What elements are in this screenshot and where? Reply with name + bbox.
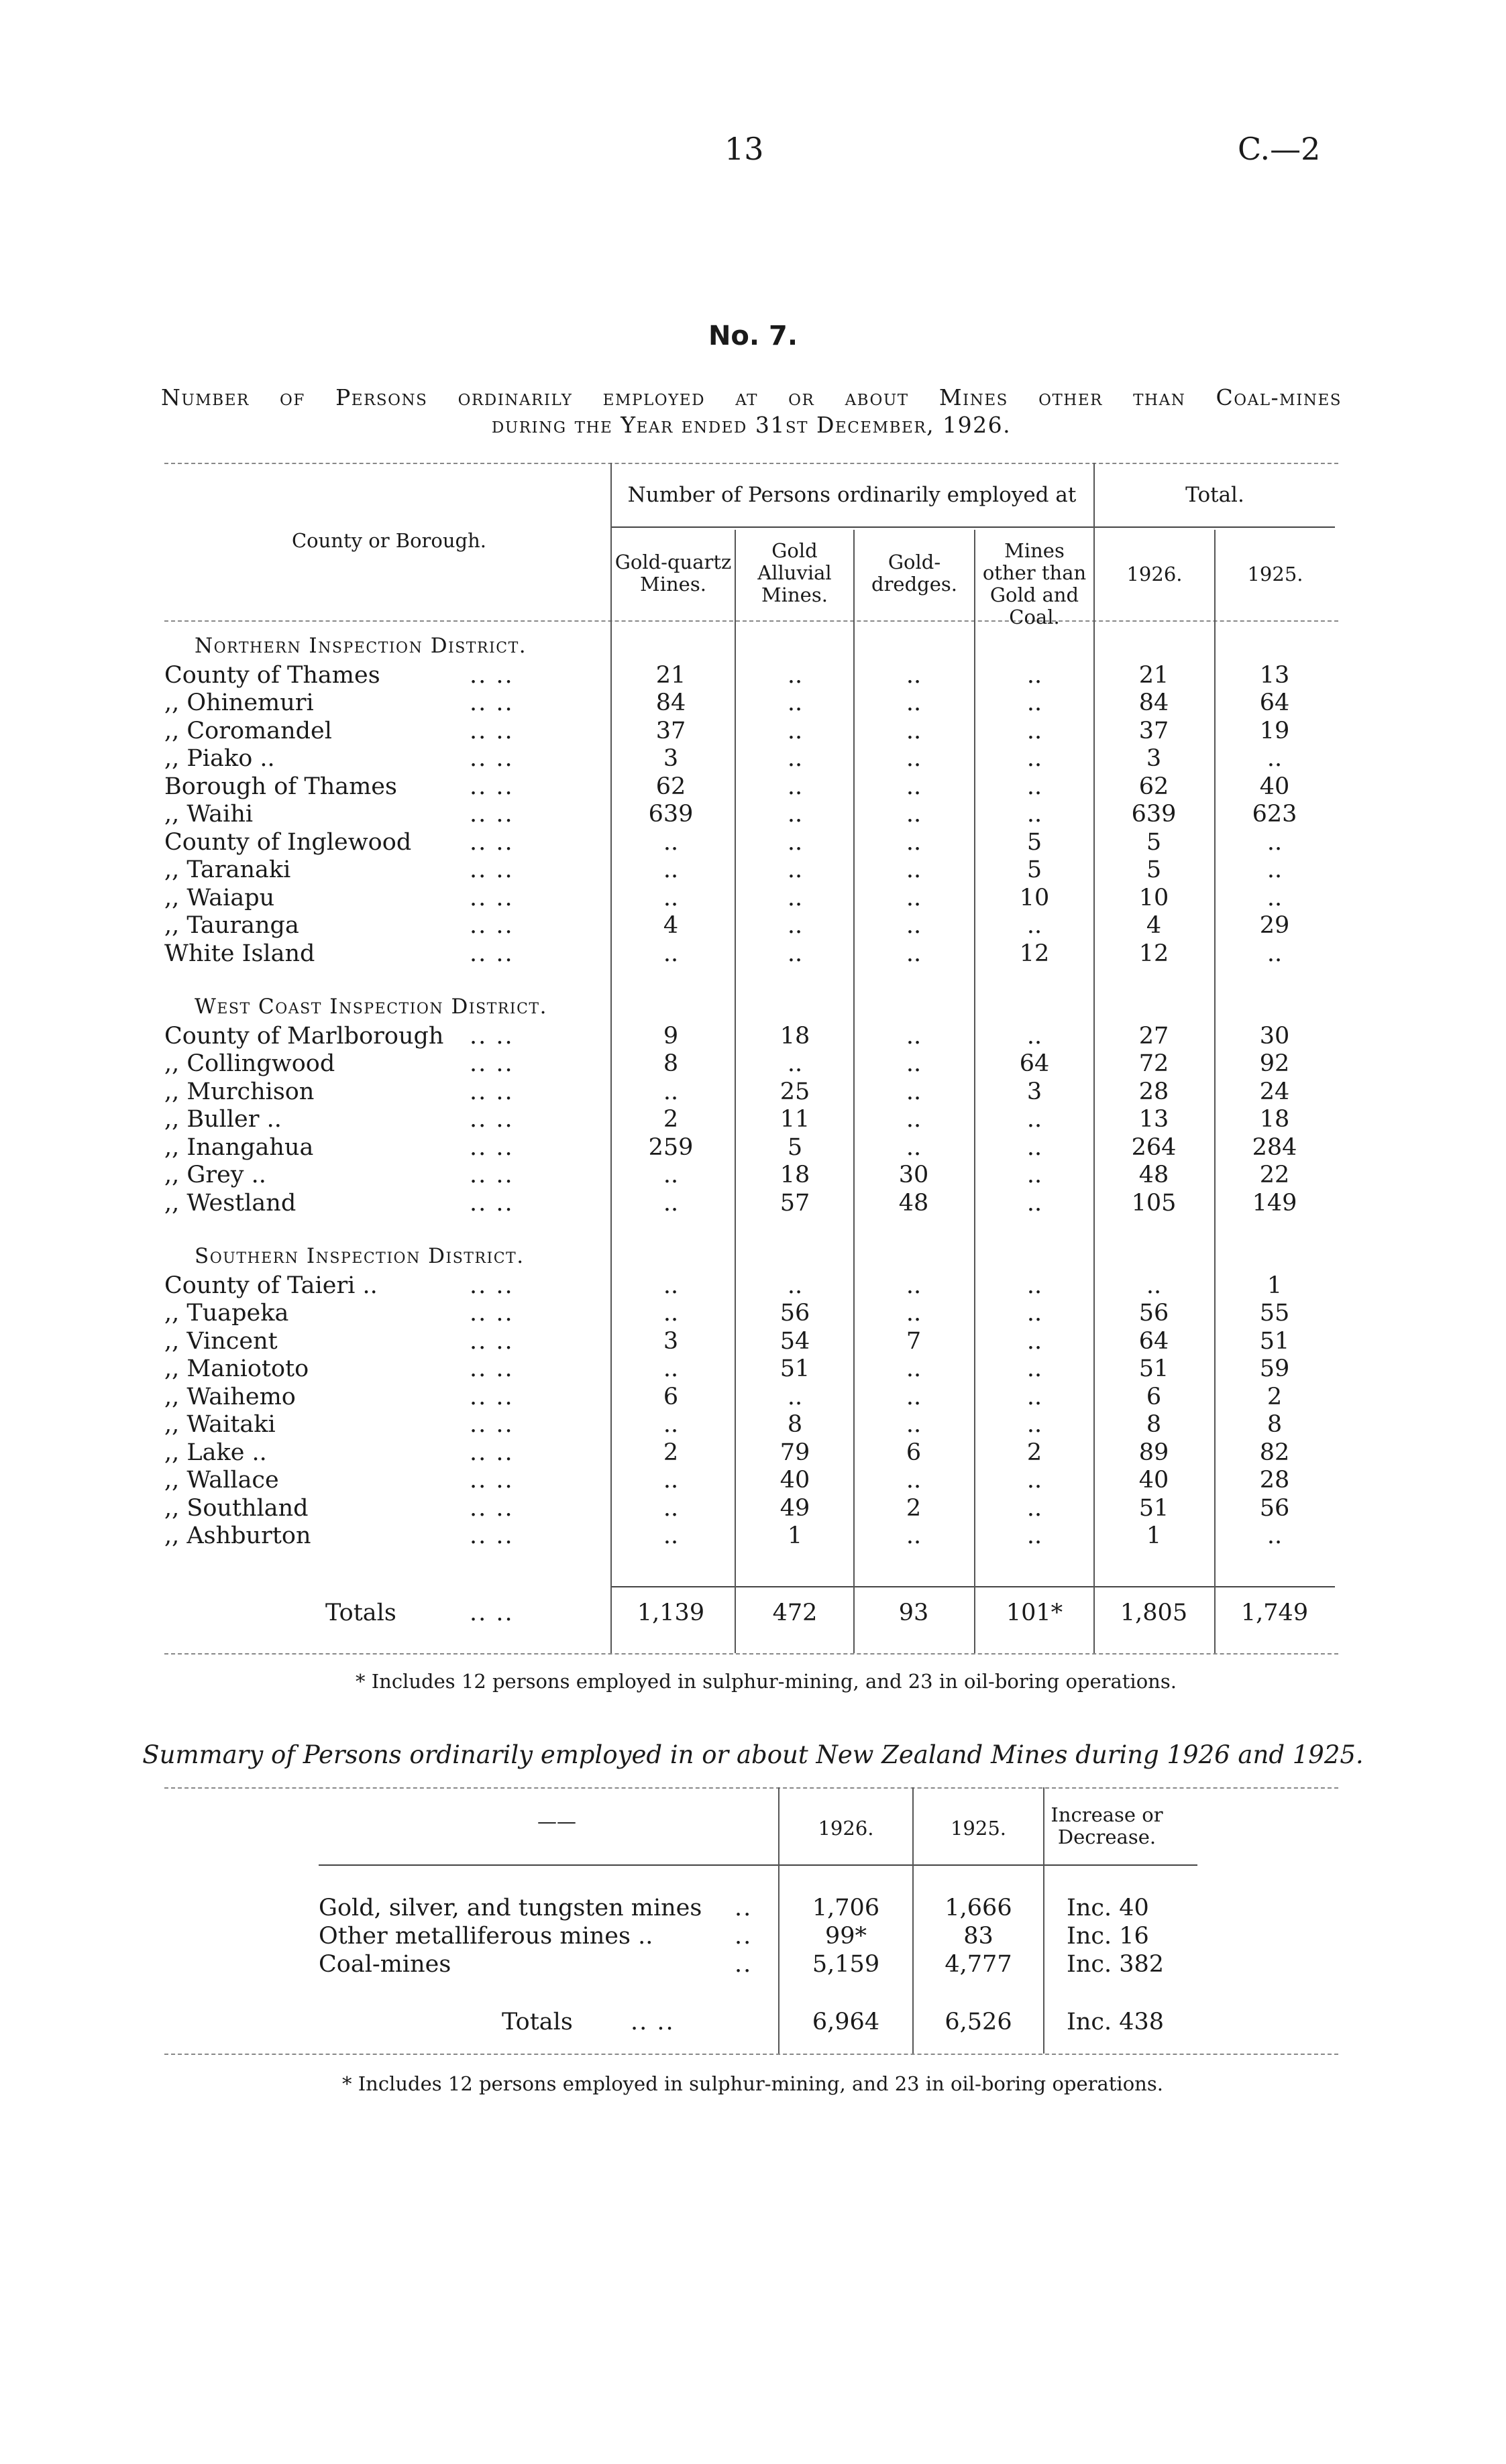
header-gold-quartz: Gold-quartz Mines.	[614, 551, 732, 596]
cell-t25: 19	[1259, 717, 1290, 744]
summary-col-rule-3	[1043, 1787, 1044, 2054]
cell-t25: ..	[1267, 1522, 1283, 1549]
cell-t25: 2	[1267, 1383, 1283, 1410]
cell-t25: 64	[1259, 689, 1290, 716]
cell-ga: ..	[787, 661, 803, 689]
cell-gd: ..	[906, 1078, 922, 1105]
cell-t25: 284	[1252, 1133, 1297, 1161]
summary-header-change: Increase or Decrease.	[1051, 1803, 1163, 1848]
cell-t25: 8	[1267, 1411, 1283, 1438]
cell-t26: 105	[1131, 1189, 1177, 1217]
totals-t26: 1,805	[1120, 1600, 1188, 1626]
cell-t25: 82	[1259, 1439, 1290, 1466]
cell-t26: 5	[1146, 828, 1162, 856]
summary-totals-change: Inc. 438	[1067, 2009, 1165, 2035]
cell-t26: 37	[1138, 717, 1169, 744]
row-label: ,, Coromandel	[164, 717, 332, 744]
cell-t25: ..	[1267, 745, 1283, 772]
cell-mo: ..	[1026, 1189, 1042, 1217]
cell-gd: ..	[906, 661, 922, 689]
summary-cell-change: Inc. 16	[1067, 1923, 1149, 1950]
leader-dots: .. ..	[470, 1106, 514, 1133]
leader-dots: .. ..	[470, 856, 514, 883]
cell-mo: ..	[1026, 801, 1042, 828]
section-heading: Southern Inspection District.	[195, 1244, 525, 1268]
header-gold-alluvial: Gold Alluvial Mines.	[757, 539, 832, 606]
cell-t25: ..	[1267, 856, 1283, 883]
cell-ga: 18	[779, 1162, 810, 1188]
cell-t26: 6	[1146, 1383, 1162, 1410]
cell-gq: ..	[663, 1272, 679, 1299]
cell-t25: 18	[1259, 1106, 1290, 1133]
section-heading: Northern Inspection District.	[195, 634, 527, 658]
group-header-rule	[610, 526, 1335, 528]
header-1926: 1926.	[1126, 563, 1183, 585]
totals-mo: 101*	[1006, 1600, 1063, 1626]
cell-mo: ..	[1026, 1300, 1042, 1327]
cell-gd: ..	[906, 912, 922, 939]
cell-gq: ..	[663, 1411, 679, 1438]
cell-gq: 8	[663, 1050, 679, 1077]
cell-t25: 29	[1259, 912, 1290, 939]
row-label: County of Inglewood	[164, 828, 412, 856]
cell-gd: ..	[906, 1133, 922, 1161]
section-heading: West Coast Inspection District.	[195, 995, 547, 1019]
leader-dots: .. ..	[470, 1162, 514, 1188]
cell-mo: ..	[1026, 1494, 1042, 1522]
cell-ga: ..	[787, 884, 803, 911]
leader-dots: .. ..	[470, 773, 514, 800]
cell-t26: 40	[1138, 1467, 1169, 1494]
row-label: White Island	[164, 940, 315, 967]
cell-t25: 40	[1259, 773, 1290, 800]
cell-gq: ..	[663, 1522, 679, 1549]
cell-gq: 62	[655, 773, 686, 800]
cell-ga: ..	[787, 1383, 803, 1410]
cell-mo: 5	[1026, 828, 1042, 856]
cell-t26: 72	[1138, 1050, 1169, 1077]
totals-gq: 1,139	[637, 1600, 705, 1626]
cell-mo: ..	[1026, 1133, 1042, 1161]
summary-footnote: * Includes 12 persons employed in sulphur-mining, and 23 in oil-boring operations.	[342, 2072, 1163, 2095]
cell-mo: ..	[1026, 1022, 1042, 1050]
cell-t25: 59	[1259, 1355, 1290, 1382]
row-label: ,, Tuapeka	[164, 1300, 289, 1327]
leader-dots: .. ..	[470, 745, 514, 772]
cell-t26: 84	[1138, 689, 1169, 716]
cell-t26: 8	[1146, 1411, 1162, 1438]
cell-t25: 56	[1259, 1494, 1290, 1522]
cell-mo: ..	[1026, 689, 1042, 716]
row-label: ,, Collingwood	[164, 1050, 335, 1077]
leader-dots: .. ..	[470, 801, 514, 828]
cell-ga: 5	[787, 1133, 803, 1161]
header-county: County or Borough.	[291, 529, 487, 552]
row-label: ,, Waihi	[164, 801, 254, 828]
cell-t25: 1	[1267, 1272, 1283, 1299]
cell-t25: ..	[1267, 940, 1283, 967]
leader-dots: .. ..	[470, 661, 514, 689]
row-label: ,, Lake ..	[164, 1439, 267, 1466]
row-label: ,, Buller ..	[164, 1106, 282, 1133]
cell-t26: 4	[1146, 912, 1162, 939]
summary-header-1925: 1925.	[950, 1817, 1007, 1840]
cell-gq: 3	[663, 745, 679, 772]
cell-ga: 57	[779, 1189, 810, 1217]
summary-cell-v26: 1,706	[812, 1895, 880, 1921]
cell-mo: ..	[1026, 912, 1042, 939]
cell-t26: 5	[1146, 856, 1162, 883]
cell-t26: 12	[1138, 940, 1169, 967]
cell-ga: ..	[787, 856, 803, 883]
cell-gd: ..	[906, 717, 922, 744]
cell-t26: 51	[1138, 1494, 1169, 1522]
cell-gd: 30	[898, 1162, 929, 1188]
cell-ga: ..	[787, 828, 803, 856]
leader-dots: .. ..	[470, 1189, 514, 1217]
cell-gq: 2	[663, 1106, 679, 1133]
row-label: ,, Vincent	[164, 1327, 278, 1355]
leader-dots: .. ..	[470, 940, 514, 967]
leader-dots: .. ..	[470, 1411, 514, 1438]
cell-t25: 149	[1252, 1189, 1297, 1217]
leader-dots: .. ..	[470, 912, 514, 939]
cell-mo: ..	[1026, 1106, 1042, 1133]
cell-gq: ..	[663, 1494, 679, 1522]
cell-t26: 21	[1138, 661, 1169, 689]
summary-cell-v26: 5,159	[812, 1951, 880, 1978]
cell-t25: 22	[1259, 1162, 1290, 1188]
summary-cell-change: Inc. 40	[1067, 1895, 1149, 1921]
leader-dots: .. ..	[470, 1494, 514, 1522]
summary-totals-v25: 6,526	[945, 2009, 1012, 2035]
totals-t25: 1,749	[1240, 1600, 1309, 1626]
cell-ga: ..	[787, 1050, 803, 1077]
cell-mo: 5	[1026, 856, 1042, 883]
totals-gd: 93	[898, 1600, 929, 1626]
page-number: 13	[724, 131, 764, 167]
cell-gd: ..	[906, 1022, 922, 1050]
row-label: ,, Wallace	[164, 1467, 279, 1494]
totals-label: Totals	[325, 1600, 396, 1626]
cell-ga: 8	[787, 1411, 803, 1438]
cell-mo: 10	[1019, 884, 1050, 911]
summary-cell-v25: 1,666	[945, 1895, 1012, 1921]
cell-t25: ..	[1267, 828, 1283, 856]
cell-gq: ..	[663, 1300, 679, 1327]
summary-top-rule	[164, 1787, 1338, 1789]
cell-t26: 3	[1146, 745, 1162, 772]
cell-t26: 28	[1138, 1078, 1169, 1105]
cell-gd: ..	[906, 1050, 922, 1077]
leader-dots: ..	[735, 1951, 753, 1978]
cell-mo: ..	[1026, 745, 1042, 772]
leader-dots: .. ..	[470, 1078, 514, 1105]
cell-ga: 18	[779, 1022, 810, 1050]
cell-gq: ..	[663, 828, 679, 856]
leader-dots: .. ..	[470, 884, 514, 911]
cell-gq: 6	[663, 1383, 679, 1410]
table-footnote: * Includes 12 persons employed in sulphur-mining, and 23 in oil-boring operations.	[356, 1670, 1177, 1693]
totals-ga: 472	[772, 1600, 818, 1626]
cell-t25: 13	[1259, 661, 1290, 689]
cell-gd: ..	[906, 940, 922, 967]
cell-gd: ..	[906, 745, 922, 772]
cell-t26: 10	[1138, 884, 1169, 911]
cell-gq: 37	[655, 717, 686, 744]
summary-header-dash: ——	[537, 1810, 576, 1833]
cell-ga: ..	[787, 801, 803, 828]
cell-gd: ..	[906, 1411, 922, 1438]
row-label: ,, Waitaki	[164, 1411, 276, 1438]
table-title-line1: Number of Persons ordinarily employed at or about Mines other than Coal-mines	[161, 384, 1342, 410]
summary-cell-v25: 4,777	[945, 1951, 1012, 1978]
cell-t26: ..	[1146, 1272, 1162, 1299]
leader-dots: .. ..	[470, 689, 514, 716]
leader-dots: .. ..	[470, 1272, 514, 1299]
row-label: County of Marlborough	[164, 1022, 444, 1050]
summary-header-1926: 1926.	[818, 1817, 874, 1840]
cell-gd: ..	[906, 773, 922, 800]
cell-gq: 21	[655, 661, 686, 689]
leader-dots: .. ..	[470, 1050, 514, 1077]
cell-t26: 1	[1146, 1522, 1162, 1549]
cell-ga: ..	[787, 773, 803, 800]
cell-mo: ..	[1026, 1467, 1042, 1494]
cell-gd: ..	[906, 1467, 922, 1494]
row-label: ,, Waiapu	[164, 884, 275, 911]
row-label: ,, Taranaki	[164, 856, 291, 883]
table-title	[161, 384, 1342, 439]
cell-gd: ..	[906, 828, 922, 856]
cell-mo: ..	[1026, 773, 1042, 800]
cell-ga: 56	[779, 1300, 810, 1327]
cell-t25: 28	[1259, 1467, 1290, 1494]
cell-gd: 7	[906, 1327, 922, 1355]
cell-mo: ..	[1026, 1272, 1042, 1299]
cell-gq: 639	[648, 801, 694, 828]
cell-t26: 51	[1138, 1355, 1169, 1382]
cell-t26: 89	[1138, 1439, 1169, 1466]
header-group-employed: Number of Persons ordinarily employed at	[627, 483, 1077, 507]
cell-ga: 54	[779, 1327, 810, 1355]
cell-ga: 49	[779, 1494, 810, 1522]
summary-title: Summary of Persons ordinarily employed in or about New Zealand Mines during 1926 and 1925.	[142, 1740, 1364, 1769]
leader-dots: .. ..	[470, 717, 514, 744]
cell-t25: 51	[1259, 1327, 1290, 1355]
cell-gd: ..	[906, 1272, 922, 1299]
leader-dots: .. ..	[470, 1522, 514, 1549]
cell-mo: ..	[1026, 1162, 1042, 1188]
cell-t25: 92	[1259, 1050, 1290, 1077]
cell-mo: 12	[1019, 940, 1050, 967]
cell-gd: ..	[906, 1300, 922, 1327]
cell-mo: ..	[1026, 1383, 1042, 1410]
summary-bottom-rule	[164, 2054, 1338, 2055]
cell-ga: ..	[787, 912, 803, 939]
leader-dots: .. ..	[470, 1300, 514, 1327]
row-label: ,, Grey ..	[164, 1162, 266, 1188]
cell-t25: 55	[1259, 1300, 1290, 1327]
cell-gq: ..	[663, 1467, 679, 1494]
cell-gq: ..	[663, 884, 679, 911]
cell-gq: ..	[663, 940, 679, 967]
cell-gq: 4	[663, 912, 679, 939]
cell-gd: ..	[906, 1522, 922, 1549]
cell-mo: 2	[1026, 1439, 1042, 1466]
leader-dots: .. ..	[470, 1022, 514, 1050]
cell-gq: 9	[663, 1022, 679, 1050]
cell-gd: ..	[906, 689, 922, 716]
cell-gd: 2	[906, 1494, 922, 1522]
table-top-rule	[164, 463, 1338, 464]
summary-totals-label: Totals	[502, 2009, 573, 2035]
cell-ga: 79	[779, 1439, 810, 1466]
row-label: ,, Waihemo	[164, 1383, 296, 1410]
leader-dots: ..	[735, 1895, 753, 1921]
cell-gd: 48	[898, 1189, 929, 1217]
row-label: ,, Southland	[164, 1494, 309, 1522]
cell-gd: ..	[906, 1355, 922, 1382]
cell-t25: 30	[1259, 1022, 1290, 1050]
cell-mo: ..	[1026, 1522, 1042, 1549]
cell-mo: ..	[1026, 661, 1042, 689]
row-label: ,, Piako ..	[164, 745, 275, 772]
leader-dots: .. ..	[470, 1355, 514, 1382]
cell-gq: 84	[655, 689, 686, 716]
leader-dots: .. ..	[470, 1327, 514, 1355]
cell-ga: ..	[787, 689, 803, 716]
table-title-line2: during the Year ended 31st December, 1926.	[491, 412, 1012, 438]
row-label: County of Taieri ..	[164, 1272, 378, 1299]
cell-gd: ..	[906, 884, 922, 911]
cell-ga: 25	[779, 1078, 810, 1105]
row-label: ,, Maniototo	[164, 1355, 309, 1382]
table-bottom-rule	[164, 1653, 1338, 1655]
leader-dots: .. ..	[470, 1600, 514, 1626]
summary-row-label: Other metalliferous mines ..	[319, 1923, 653, 1950]
cell-gq: ..	[663, 1355, 679, 1382]
cell-mo: 64	[1019, 1050, 1050, 1077]
cell-gd: ..	[906, 1383, 922, 1410]
leader-dots: .. ..	[631, 2009, 675, 2035]
cell-ga: ..	[787, 1272, 803, 1299]
cell-t26: 56	[1138, 1300, 1169, 1327]
leader-dots: .. ..	[470, 1467, 514, 1494]
cell-ga: ..	[787, 717, 803, 744]
cell-gq: ..	[663, 1078, 679, 1105]
summary-cell-change: Inc. 382	[1067, 1951, 1165, 1978]
cell-gd: ..	[906, 801, 922, 828]
cell-mo: ..	[1026, 1327, 1042, 1355]
cell-mo: ..	[1026, 717, 1042, 744]
cell-gq: ..	[663, 856, 679, 883]
cell-gd: ..	[906, 1106, 922, 1133]
cell-ga: 1	[787, 1522, 803, 1549]
cell-t26: 27	[1138, 1022, 1169, 1050]
leader-dots: .. ..	[470, 1383, 514, 1410]
cell-t26: 264	[1131, 1133, 1177, 1161]
row-label: ,, Westland	[164, 1189, 297, 1217]
cell-t25: ..	[1267, 884, 1283, 911]
cell-gq: 2	[663, 1439, 679, 1466]
cell-gq: ..	[663, 1162, 679, 1188]
row-label: Borough of Thames	[164, 773, 397, 800]
cell-gd: ..	[906, 856, 922, 883]
leader-dots: .. ..	[470, 1439, 514, 1466]
page-reference: C.—2	[1238, 131, 1321, 167]
cell-t26: 639	[1131, 801, 1177, 828]
cell-t26: 64	[1138, 1327, 1169, 1355]
cell-gq: ..	[663, 1189, 679, 1217]
cell-t26: 48	[1138, 1162, 1169, 1188]
cell-gq: 3	[663, 1327, 679, 1355]
row-label: ,, Ohinemuri	[164, 689, 314, 716]
cell-ga: ..	[787, 940, 803, 967]
cell-mo: 3	[1026, 1078, 1042, 1105]
table-number: No. 7.	[708, 321, 798, 351]
header-mines-other: Mines other than Gold and Coal.	[982, 539, 1087, 628]
cell-t25: 24	[1259, 1078, 1290, 1105]
cell-ga: 51	[779, 1355, 810, 1382]
cell-t26: 62	[1138, 773, 1169, 800]
cell-ga: 40	[779, 1467, 810, 1494]
summary-cell-v26: 99*	[824, 1923, 867, 1950]
cell-t25: 623	[1252, 801, 1297, 828]
leader-dots: .. ..	[470, 1133, 514, 1161]
summary-row-label: Coal-mines	[319, 1951, 451, 1978]
leader-dots: ..	[735, 1923, 753, 1950]
summary-header-rule	[319, 1864, 1197, 1866]
header-bottom-rule	[164, 620, 1338, 622]
row-label: ,, Ashburton	[164, 1522, 311, 1549]
header-gold-dredges: Gold-dredges.	[871, 551, 957, 596]
totals-top-rule	[610, 1586, 1335, 1587]
cell-mo: ..	[1026, 1355, 1042, 1382]
cell-ga: ..	[787, 745, 803, 772]
header-group-total: Total.	[1185, 483, 1244, 507]
summary-row-label: Gold, silver, and tungsten mines	[319, 1895, 702, 1921]
row-label: ,, Murchison	[164, 1078, 315, 1105]
cell-gq: 259	[648, 1133, 694, 1161]
leader-dots: .. ..	[470, 828, 514, 856]
cell-mo: ..	[1026, 1411, 1042, 1438]
header-1925: 1925.	[1247, 563, 1303, 585]
cell-t26: 13	[1138, 1106, 1169, 1133]
row-label: ,, Tauranga	[164, 912, 299, 939]
cell-ga: 11	[779, 1106, 810, 1133]
row-label: County of Thames	[164, 661, 380, 689]
summary-cell-v25: 83	[963, 1923, 993, 1950]
cell-gd: 6	[906, 1439, 922, 1466]
summary-totals-v26: 6,964	[812, 2009, 880, 2035]
row-label: ,, Inangahua	[164, 1133, 314, 1161]
